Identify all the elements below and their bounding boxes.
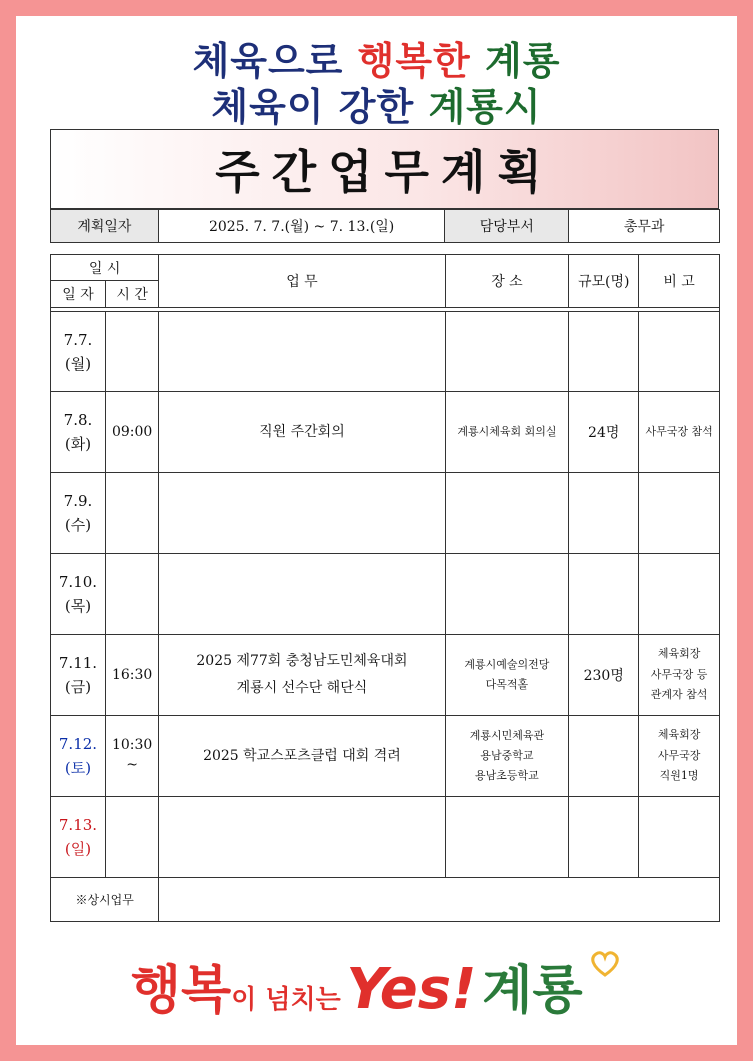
slogan-word: 계룡시 (428, 85, 542, 129)
date-cell: 7.10. (목) (51, 554, 106, 635)
footer-logo (0, 948, 753, 1023)
note-cell (639, 554, 720, 635)
date-cell: 7.9. (수) (51, 473, 106, 554)
work-cell: 2025 제77회 충청남도민체육대회 계룡시 선수단 해단식 (159, 635, 445, 716)
date-cell: 7.8. (화) (51, 392, 106, 473)
dept-label: 담당부서 (445, 210, 569, 243)
table-row (51, 797, 720, 878)
date-cell: 7.11. (금) (51, 635, 106, 716)
scale-cell (569, 554, 639, 635)
slogan-word: 체육이 (211, 85, 325, 129)
work-header: 업 무 (159, 255, 445, 308)
time-header: 시 간 (105, 281, 158, 308)
date-cell: 7.7. (월) (51, 312, 106, 392)
place-cell (445, 797, 569, 878)
work-cell (159, 554, 445, 635)
note-cell: 사무국장 참석 (639, 392, 720, 473)
footer-word: 계룡 (482, 961, 583, 1021)
time-cell: 09:00 (105, 392, 158, 473)
note-cell: 체육회장 사무국장 등 관계자 참석 (639, 635, 720, 716)
work-cell: 2025 학교스포츠클럽 대회 격려 (159, 716, 445, 797)
slogan-word: 계룡 (485, 39, 561, 83)
plan-info-table (50, 209, 720, 243)
date-cell: 7.13. (일) (51, 797, 106, 878)
time-cell (105, 312, 158, 392)
place-cell (445, 473, 569, 554)
heart-icon (588, 948, 622, 978)
place-cell (445, 312, 569, 392)
work-cell (159, 797, 445, 878)
work-cell: 직원 주간회의 (159, 392, 445, 473)
regular-work-value (159, 878, 720, 922)
scale-cell (569, 797, 639, 878)
note-cell: 체육회장 사무국장 직원1명 (639, 716, 720, 797)
regular-work-label: ※상시업무 (51, 878, 159, 922)
schedule-table (50, 254, 720, 922)
work-cell (159, 312, 445, 392)
place-cell (445, 554, 569, 635)
plan-date-value: 2025. 7. 7.(월) ~ 7. 13.(일) (158, 210, 445, 243)
table-row (51, 312, 720, 392)
time-cell (105, 473, 158, 554)
work-cell (159, 473, 445, 554)
scale-header: 규모(명) (569, 255, 639, 308)
place-cell: 계룡시체육회 회의실 (445, 392, 569, 473)
scale-cell (569, 473, 639, 554)
table-row (51, 635, 720, 716)
scale-cell: 230명 (569, 635, 639, 716)
footer-word: 행복 (130, 961, 232, 1021)
table-row (51, 392, 720, 473)
scale-cell (569, 312, 639, 392)
table-row (51, 473, 720, 554)
time-cell: 10:30 ~ (105, 716, 158, 797)
place-cell: 계룡시예술의전당 다목적홀 (445, 635, 569, 716)
date-header: 일 자 (51, 281, 106, 308)
time-cell (105, 554, 158, 635)
scale-cell: 24명 (569, 392, 639, 473)
time-cell (105, 797, 158, 878)
note-cell (639, 312, 720, 392)
slogan-line-2 (0, 76, 753, 131)
footer-word: Yes! (346, 957, 477, 1022)
place-cell: 계룡시민체육관 용남중학교 용남초등학교 (445, 716, 569, 797)
dept-value: 총무과 (569, 210, 720, 243)
scale-cell (569, 716, 639, 797)
plan-date-label: 계획일자 (51, 210, 159, 243)
page-title: 주간업무계획 (50, 129, 719, 209)
slogan-word: 행복한 (357, 39, 471, 83)
note-header: 비 고 (639, 255, 720, 308)
place-header: 장 소 (445, 255, 569, 308)
footer-word: 이 넘치는 (231, 985, 341, 1015)
slogan-word: 체육으로 (192, 39, 344, 83)
regular-work-row (51, 878, 720, 922)
table-row (51, 554, 720, 635)
date-cell: 7.12. (토) (51, 716, 106, 797)
slogan-word: 강한 (338, 85, 415, 129)
time-cell: 16:30 (105, 635, 158, 716)
note-cell (639, 473, 720, 554)
table-row (51, 716, 720, 797)
note-cell (639, 797, 720, 878)
datetime-header: 일 시 (51, 255, 159, 281)
